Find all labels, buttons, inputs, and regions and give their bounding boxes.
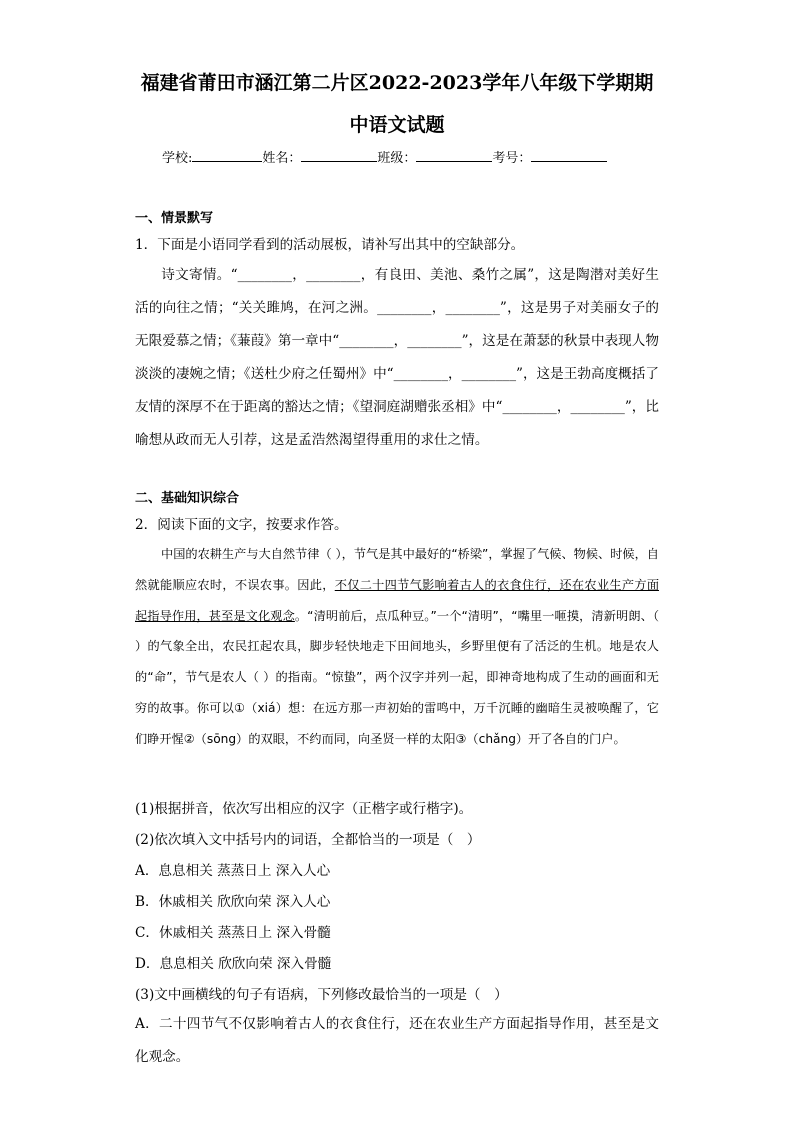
q2-sub3: (3)文中画横线的句子有语病，下列修改最恰当的一项是（ ） xyxy=(135,987,508,1003)
name-blank xyxy=(301,148,377,162)
q1-body-text: 诗文寄情。“________，________，有良田、美池、桑竹之属”，这是陶潜对美好生活的向往之情；“关关雎鸠，在河之洲。________，________”，这是男子对美丽女子的无限爱慕之情；《蒹葭》第一章中“________，________”，这是在萧瑟的秋景中表现人物淡淡的凄婉之情；《送杜少府之任蜀州》中“________，________”，这是王勃高度概括了友情的深厚不在于距离的豁达之情；《望洞庭湖赠张丞相》中“________，________”，比喻想从政而无人引荐，这是孟浩然渴望得重用的求仕之情。 xyxy=(135,267,659,448)
passage-part2: 。“清明前后，点瓜种豆。”一个“清明”，“嘴里一咂摸，清新明朗、（ ）的气象全出，农民扛起农具，脚步轻快地走下田间地头，乡野里便有了活泛的生机。地是农人的“命”，节气是农人（ ）的指南。“惊蛰”，两个汉字并列一起，即神奇地构成了生动的画面和无穷的故事。你可以①（xiá）想：在远方那一声初始的雷鸣中，万千沉睡的幽暗生灵被唤醒了，它们睁开惺②（sōng）的双眼，不约而同，向圣贤一样的太阳③（chǎng）开了各自的门户。 xyxy=(135,608,660,746)
number-label: 考号： xyxy=(492,151,532,166)
option-b: B．休戚相关 欣欣向荣 深入人心 xyxy=(135,894,331,910)
q2-sub2: (2)依次填入文中括号内的词语，全都恰当的一项是（ ） xyxy=(135,832,481,848)
school-label: 学校: xyxy=(162,151,193,166)
option-a: A．息息相关 蒸蒸日上 深入人心 xyxy=(135,863,331,879)
q2-sub1: (1)根据拼音，依次写出相应的汉字（正楷字或行楷字)。 xyxy=(135,801,473,817)
section1-heading: 一、情景默写 xyxy=(135,211,214,226)
name-label: 姓名： xyxy=(262,151,302,166)
school-blank xyxy=(192,148,262,162)
student-info-line xyxy=(162,147,607,166)
option-c: C．休戚相关 蒸蒸日上 深入骨髓 xyxy=(135,925,331,941)
passage-part1: 中国的农耕生产与大自然节律（ ），节气是其中最好的“桥梁”，掌握了气候、物候、时候，自然就能顺应农时，不误农事。因此， xyxy=(135,547,659,592)
q2-stem: 2．阅读下面的文字，按要求作答。 xyxy=(135,517,348,533)
underlined-sentence: 不仅二十四节气影响着古人的衣食住行，还在农业生产方面起指导作用，甚至是文化观念 xyxy=(135,577,660,623)
sub3-option-a: A．二十四节气不仅影响着古人的衣食住行，还在农业生产方面起指导作用，甚至是文化观念。 xyxy=(135,1016,659,1065)
class-label: 班级： xyxy=(377,151,417,166)
q1-stem: 1．下面是小语同学看到的活动展板，请补写出其中的空缺部分。 xyxy=(135,237,525,253)
option-d: D．息息相关 欣欣向荣 深入骨髓 xyxy=(135,956,332,972)
reading-passage xyxy=(135,539,659,755)
number-blank xyxy=(531,148,607,162)
q1-body xyxy=(135,259,659,457)
section2-heading: 二、基础知识综合 xyxy=(135,491,240,506)
page-title-line2: 中语文试题 xyxy=(349,114,445,136)
class-blank xyxy=(416,148,492,162)
page-title-line1: 福建省莆田市涵江第二片区2022-2023学年八年级下学期期 xyxy=(140,72,654,94)
